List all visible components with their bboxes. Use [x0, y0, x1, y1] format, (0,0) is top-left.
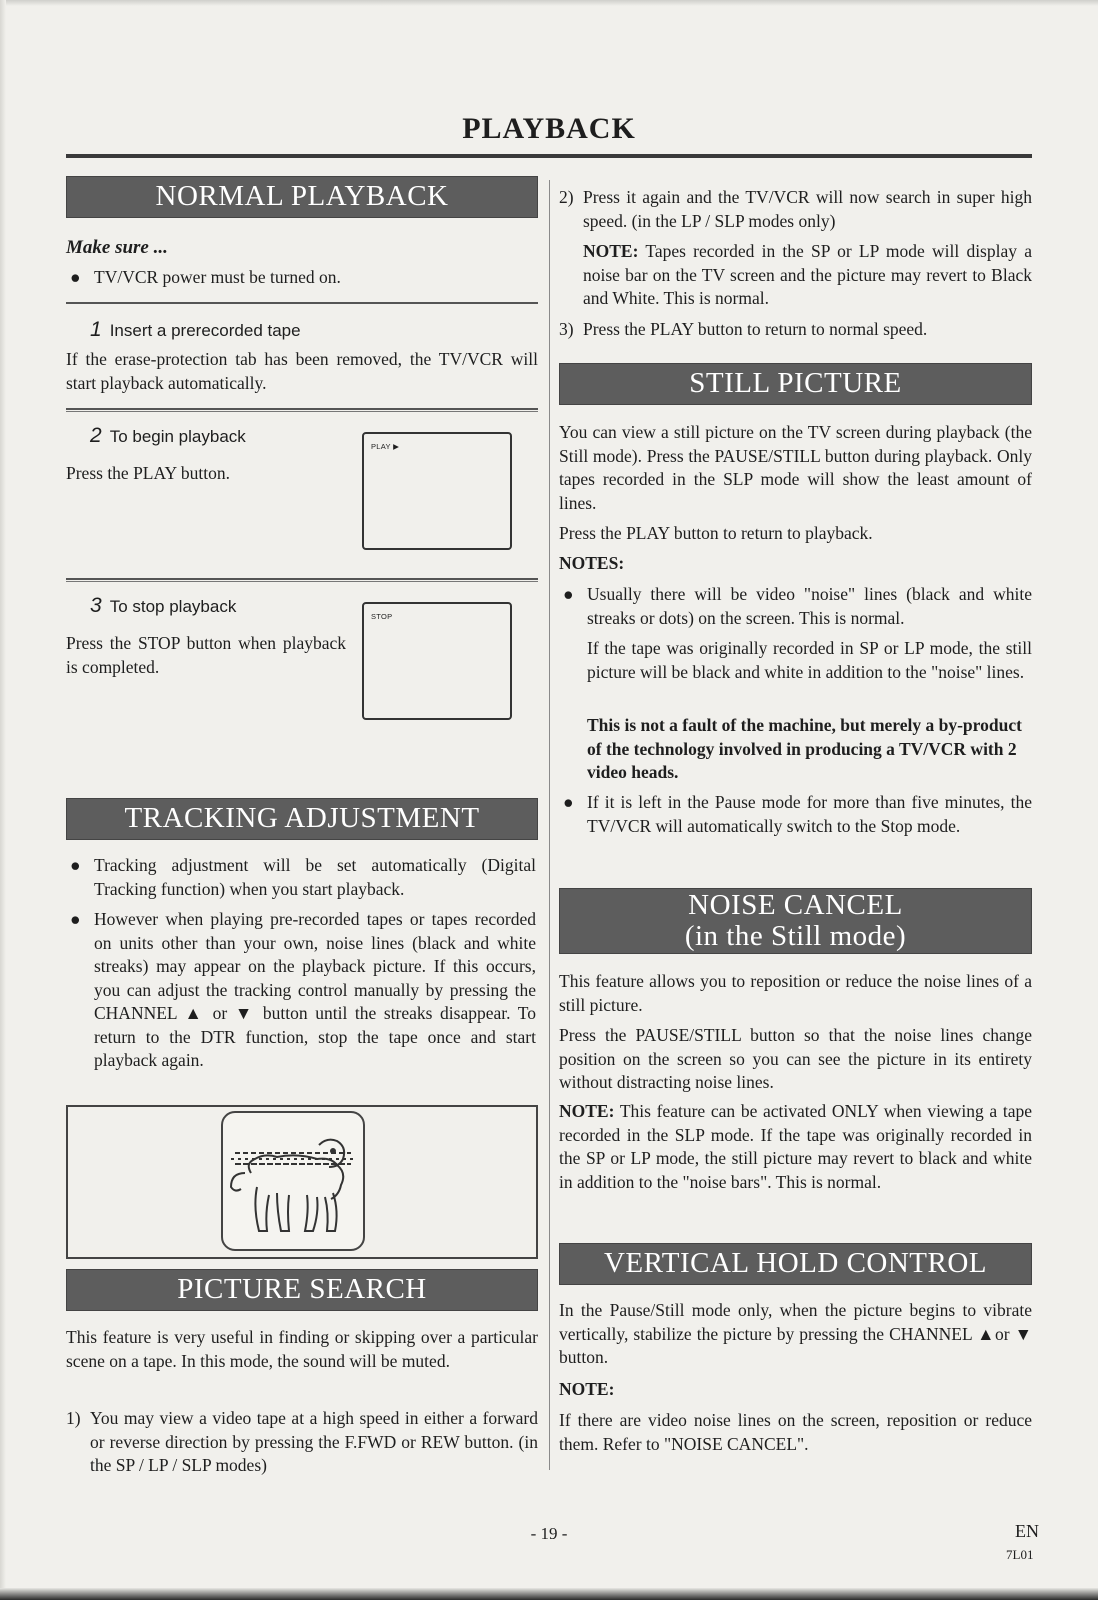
model-code: 7L01	[1006, 1547, 1034, 1562]
notes-label: NOTES:	[559, 553, 625, 573]
still-bullet-1-text: Usually there will be video "noise" lines (black and white streaks or dots) on the screen. This is normal.	[587, 584, 1032, 628]
still-bullet-1	[563, 583, 1032, 631]
still-bullet-1-emphasis: This is not a fault of the machine, but merely a by-product of the technology involved in producing a TV/VCR with 2 video heads.	[587, 715, 1022, 782]
tracking-bullet-1-text: Tracking adjustment will be set automatically (Digital Tracking function) when you start playback.	[94, 855, 536, 899]
vertical-hold-note-label: NOTE:	[559, 1379, 615, 1399]
bullet-dot-icon: ●	[563, 792, 574, 812]
stop-button-label: STOP	[371, 612, 393, 621]
page-edge-top	[0, 0, 1098, 6]
step-3-number: 3	[90, 594, 102, 617]
noise-cancel-banner-title: NOISE CANCEL	[688, 888, 903, 921]
item-1-number: 1)	[66, 1408, 81, 1428]
language-code: EN	[1015, 1521, 1039, 1541]
step-2-number: 2	[90, 424, 102, 447]
dog-picture-illustration	[221, 1111, 365, 1251]
vertical-hold-note: If there are video noise lines on the screen, reposition or reduce them. Refer to "NOISE CANCEL".	[559, 1410, 1032, 1454]
play-button-label: PLAY ▶	[371, 442, 400, 451]
picture-search-item-3	[559, 318, 1032, 342]
picture-search-intro: This feature is very useful in finding or skipping over a particular scene on a tape. In this mode, the sound will be muted.	[66, 1327, 538, 1371]
note-text: This feature can be activated ONLY when viewing a tape recorded in the SLP mode. If the tape was originally recorded in the SP or LP mode, the still picture may revert to black and white in addition to the "noise bars". This is normal.	[559, 1101, 1032, 1192]
tracking-adjustment-banner: TRACKING ADJUSTMENT	[66, 798, 538, 840]
picture-search-item-1	[66, 1407, 538, 1479]
item-2-text: Press it again and the TV/VCR will now search in super high speed. (in the LP / SLP modes only)	[583, 187, 1032, 231]
picture-search-note	[583, 240, 1032, 311]
step-1-heading	[90, 318, 301, 343]
noise-cancel-note	[559, 1100, 1032, 1194]
tracking-bullet-2-text: However when playing pre-recorded tapes or tapes recorded on units other than your own, noise lines (black and white streaks) may appear on the playback picture. If this occurs, you can adjust the tracking control manually by pressing the CHANNEL ▲ or ▼ button until the streaks disappear. To return to the DTR function, stop the tape once and start playback again.	[94, 909, 536, 1070]
item-3-text: Press the PLAY button to return to normal speed.	[583, 319, 928, 339]
step-1-title: Insert a prerecorded tape	[109, 321, 301, 340]
step-1-number: 1	[90, 318, 102, 341]
noise-cancel-para-1: This feature allows you to reposition or reduce the noise lines of a still picture.	[559, 971, 1032, 1015]
item-3-number: 3)	[559, 319, 574, 339]
step-divider	[66, 408, 538, 412]
play-button-illustration	[362, 432, 512, 550]
item-1-text: You may view a video tape at a high speed in either a forward or reverse direction by pressing the F.FWD or REW button. (in the SP / LP / SLP modes)	[90, 1408, 538, 1475]
page-number: - 19 -	[530, 1524, 568, 1543]
bullet-dot-icon: ●	[70, 855, 81, 875]
bullet-dot-icon: ●	[563, 584, 574, 604]
still-picture-para-2: Press the PLAY button to return to playback.	[559, 523, 873, 543]
step-divider	[66, 578, 538, 582]
page-edge-bottom	[0, 1588, 1098, 1600]
still-bullet-1-detail: If the tape was originally recorded in SP or LP mode, the still picture will be black and white in addition to the "noise" lines.	[587, 638, 1032, 682]
still-picture-para-1: You can view a still picture on the TV screen during playback (the Still mode). Press the PAUSE/STILL button during playback. Only tapes recorded in the SLP mode will show the least amount of lines.	[559, 422, 1032, 513]
still-bullet-2-text: If it is left in the Pause mode for more than five minutes, the TV/VCR will automatically switch to the Stop mode.	[587, 792, 1032, 836]
noise-cancel-para-2: Press the PAUSE/STILL button so that the noise lines change position on the screen so you can see the picture in its entirety without distracting noise lines.	[559, 1025, 1032, 1092]
step-1-text: If the erase-protection tab has been removed, the TV/VCR will start playback automatically.	[66, 349, 538, 393]
vertical-hold-para: In the Pause/Still mode only, when the picture begins to vibrate vertically, stabilize the picture by pressing the CHANNEL ▲or ▼ button.	[559, 1300, 1032, 1367]
step-3-title: To stop playback	[109, 597, 237, 616]
still-bullet-2	[563, 791, 1032, 863]
noise-cancel-banner-subtitle: (in the Still mode)	[684, 920, 907, 952]
picture-search-item-2	[559, 186, 1032, 234]
item-2-number: 2)	[559, 187, 574, 207]
vertical-hold-banner: VERTICAL HOLD CONTROL	[559, 1243, 1032, 1285]
tracking-bullet-1	[70, 854, 536, 904]
note-text: Tapes recorded in the SP or LP mode will display a noise bar on the TV screen and the picture may revert to Black and White. This is normal.	[583, 241, 1032, 308]
step-3-heading	[90, 594, 236, 619]
page-title: PLAYBACK	[462, 112, 636, 145]
page-edge-left	[0, 0, 6, 1600]
bullet-dot-icon: ●	[70, 909, 81, 929]
column-divider	[549, 180, 550, 1470]
picture-search-banner: PICTURE SEARCH	[66, 1269, 538, 1311]
step-2-title: To begin playback	[109, 427, 246, 446]
make-sure-label: Make sure ...	[66, 237, 168, 258]
step-3-text: Press the STOP button when playback is completed.	[66, 633, 346, 677]
tracking-bullet-2	[70, 908, 536, 1098]
note-label: NOTE:	[559, 1101, 615, 1121]
still-picture-banner: STILL PICTURE	[559, 363, 1032, 405]
stop-button-illustration	[362, 602, 512, 720]
step-divider	[66, 302, 538, 304]
noise-cancel-banner	[559, 888, 1032, 954]
bullet-dot-icon: ●	[70, 267, 81, 287]
normal-playback-banner: NORMAL PLAYBACK	[66, 176, 538, 218]
step-2-heading	[90, 424, 246, 449]
title-rule	[66, 154, 1032, 158]
note-label: NOTE:	[583, 241, 639, 261]
prereq-text: TV/VCR power must be turned on.	[94, 267, 341, 287]
step-2-text: Press the PLAY button.	[66, 463, 230, 483]
